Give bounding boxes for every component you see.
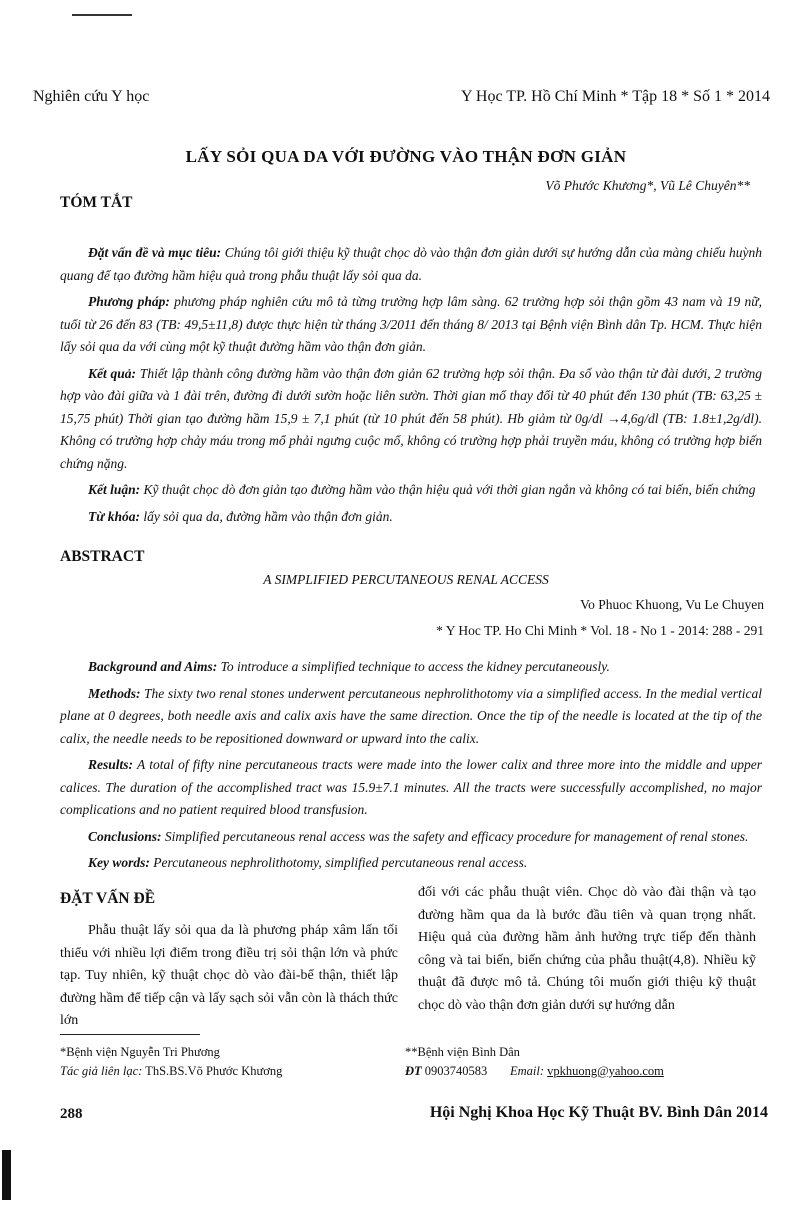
email: Email: vpkhuong@yahoo.com (510, 1064, 664, 1078)
abstract-authors: Vo Phuoc Khuong, Vu Le Chuyen (580, 597, 764, 612)
summary-para: Phương pháp: phương pháp nghiên cứu mô tả từng trường hợp lâm sàng. 62 trường hợp sỏi thận gồm 43 nam và 19 nữ, tuổi từ 26 đến 83 (TB: 49,5±11,8) được thực hiện từ tháng 3/2011 đến tháng 8/ 2013 tại Bệnh viện Bình dân Tp. HCM. Thực hiện lấy sỏi qua da với cùng một kỹ thuật đường hầm vào thận đơn giản. (60, 294, 762, 354)
affiliation-1: *Bệnh viện Nguyễn Tri Phương (60, 1045, 220, 1059)
journal-section: Nghiên cứu Y học (33, 88, 150, 105)
summary-para: Từ khóa: lấy sỏi qua da, đường hầm vào thận đơn giản. (88, 508, 393, 524)
affiliation-2: **Bệnh viện Bình Dân (405, 1045, 520, 1059)
intro-heading: ĐẶT VẤN ĐỀ (60, 890, 156, 907)
abstract-para: Key words: Percutaneous nephrolithotomy, simplified percutaneous renal access. (88, 855, 528, 870)
summary-para: Kết luận: Kỹ thuật chọc dò đơn giản tạo đường hầm vào thận hiệu quả với thời gian ngắn và không có tai biến, biến chứng (88, 482, 756, 497)
intro-column-2: đối với các phẫu thuật viên. Chọc dò vào đài thận và tạo đường hầm qua da là bước đầu tiên và quan trọng nhất. Hiệu quả của đường hầm ảnh hưởng trực tiếp đến thành công và tai biến, biến chứng của phẫu thuật(4,8). Nhiều kỹ thuật đã được mô tả. Chúng tôi muốn giới thiệu kỹ thuật chọc dò vào thận đơn giản dưới sự hướng dẫn (418, 885, 756, 1013)
abstract-para: Results: A total of fifty nine percutaneous tracts were made into the lower calix and three more into the middle and upper calices. The duration of the accomplished tract was 15.9±7.1 minutes. All the tracts were successfully accomplished, no major complications and no patient required blood transfusion. (60, 757, 762, 817)
summary-para: Đặt vấn đề và mục tiêu: Chúng tôi giới thiệu kỹ thuật chọc dò vào thận đơn giản dưới sự hướng dẫn của màng chiếu huỳnh quang để tạo đường hầm hiệu quả trong phẫu thuật lấy sỏi qua da. (60, 245, 762, 283)
corresponding-author: Tác giả liên lạc: ThS.BS.Võ Phước Khương (60, 1064, 283, 1078)
abstract-citation: * Y Hoc TP. Ho Chi Minh * Vol. 18 - No 1 - 2014: 288 - 291 (436, 623, 764, 638)
summary-body (60, 242, 762, 528)
summary-para: Kết quả: Thiết lập thành công đường hầm vào thận đơn giản 62 trường hợp sỏi thận. Đa số vào thận từ đài dưới, 2 trường hợp vào đài giữa và 1 đài trên, đường đi dưới sườn hoặc liên sườn. Thời gian mổ thay đổi từ 40 phút đến 130 phút (TB: 63,25 ± 15,75 phút) Thời gian tạo đường hầm 15,9 ± 7,1 phút (từ 10 phút đến 58 phút). Hb giảm từ 0g/dl →4,6g/dl (TB: 1.8±1,2g/dl). Không có trường hợp chảy máu trong mổ phải ngưng cuộc mổ, không có trường hợp phải truyền máu, không có trường hợp biến chứng nặng. (60, 365, 762, 471)
scan-edge-mark (2, 1150, 11, 1200)
intro-column-1: Phẫu thuật lấy sỏi qua da là phương pháp xâm lấn tối thiểu với nhiều lợi điểm trong điều trị sỏi thận lớn và phức tạp. Tuy nhiên, kỹ thuật chọc dò vào đài-bể thận, thiết lập đường hầm để tiếp cận và lấy sạch sỏi vẫn còn là thách thức lớn (60, 923, 398, 1028)
abstract-para: Background and Aims: To introduce a simplified technique to access the kidney percutaneously. (88, 659, 610, 674)
page-number: 288 (60, 1106, 83, 1122)
phone: ĐT 0903740583 (405, 1064, 488, 1078)
footnote-divider (60, 1034, 200, 1035)
abstract-body (60, 656, 762, 875)
conference-footer: Hội Nghị Khoa Học Kỹ Thuật BV. Bình Dân 2014 (429, 1104, 768, 1121)
email-link[interactable]: vpkhuong@yahoo.com (547, 1064, 664, 1078)
paper-title: LẤY SỎI QUA DA VỚI ĐƯỜNG VÀO THẬN ĐƠN GIẢN (185, 147, 627, 166)
abstract-heading: ABSTRACT (60, 548, 145, 565)
summary-heading: TÓM TẮT (60, 194, 133, 211)
abstract-para: Methods: The sixty two renal stones underwent percutaneous nephrolithotomy via a simplified access. In the medial vertical plane at 0 degrees, both needle axis and calix axis have the same direction. Once the tip of the needle is located at the tip of the calix, the needle needs to be repositioned downward or upward into the calix. (60, 685, 762, 746)
authors: Võ Phước Khương*, Vũ Lê Chuyên** (545, 178, 750, 193)
abstract-title: A SIMPLIFIED PERCUTANEOUS RENAL ACCESS (263, 572, 549, 587)
scan-mark (72, 14, 132, 16)
abstract-para: Conclusions: Simplified percutaneous renal access was the safety and efficacy procedure for management of renal stones. (88, 828, 749, 844)
journal-citation-header: Y Học TP. Hồ Chí Minh * Tập 18 * Số 1 * 2014 (460, 88, 770, 105)
